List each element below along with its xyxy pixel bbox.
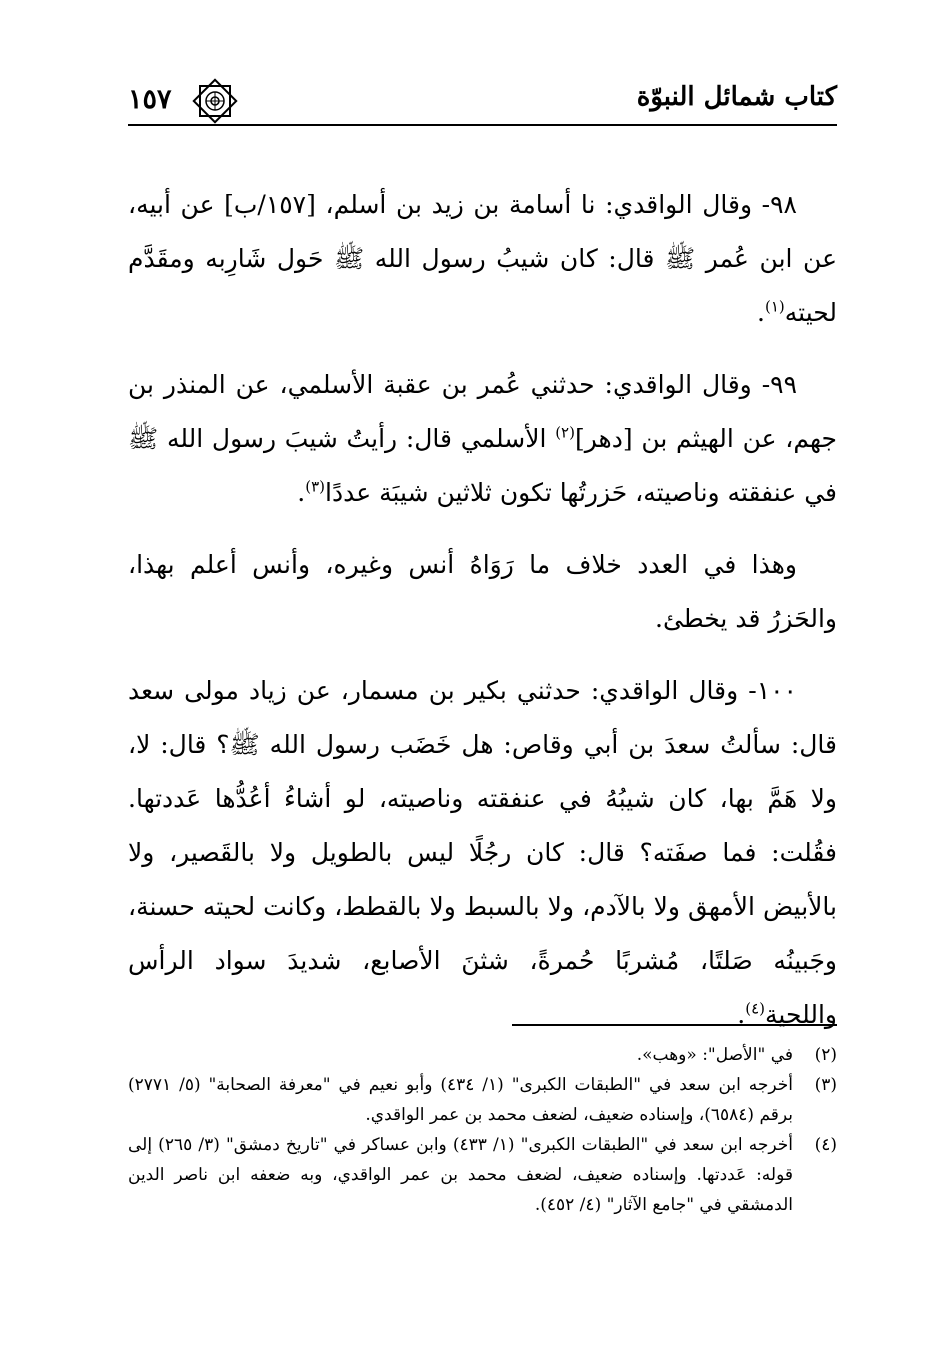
paragraph-100: ١٠٠- وقال الواقدي: حدثني بكير بن مسمار، عن زياد مولى سعد قال: سألتُ سعدَ بن أبي وقاص: هل خَضَب رسول الله ﷺ؟ قال: لا، ولا هَمَّ بها، كان شيبُهُ في عنفقته وناصيته، لو أشاءُ أعُدُّها عَددتها. فقُلت: فما صفَته؟ قال: كان رجُلًا ليس بالطويل ولا بالقَصير، ولا بالأبيض الأمهق ولا بالآدم، ولا بالسبط ولا بالقطط، وكانت لحيته حسنة، وجَبينُه صَلتًا، مُشربًا حُمرةً، شثنَ الأصابع، شديدَ سواد الرأس واللحية$^{(٤)}$. — [128, 676, 837, 1029]
paragraph-98: ٩٨- وقال الواقدي: نا أسامة بن زيد بن أسلم، [١٥٧/ب] عن أبيه، عن ابن عُمر ﷺ قال: كان شيبُ رسول الله ﷺ حَول شَارِبه ومقَدَّم لحيته$^{(١)}$. — [128, 190, 837, 327]
main-text — [128, 178, 837, 1060]
footnote-text: في "الأصل": «وهب». — [636, 1045, 793, 1065]
page-number-ornament-icon — [192, 78, 238, 124]
page-header — [128, 78, 837, 128]
footnote-text: أخرجه ابن سعد في "الطبقات الكبرى" (١/ ٤٣٣) وابن عساكر في "تاريخ دمشق" (٣/ ٢٦٥) إلى قوله: عَددتها. وإسناده ضعيف، لضعف محمد بن عمر الواقدي، وبه ضعفه ابن ناصر الدين الدمشقي في "جامع الآثار" (٤/ ٤٥٢). — [128, 1135, 793, 1215]
page-number: ١٥٧ — [128, 84, 172, 115]
footnote-number: (٢) — [814, 1045, 837, 1065]
paragraph-99: ٩٩- وقال الواقدي: حدثني عُمر بن عقبة الأسلمي، عن المنذر بن جهم، عن الهيثم بن [دهر]$^{(٢)}$ الأسلمي قال: رأيتُ شيبَ رسول الله ﷺ في عنفقته وناصيته، حَزرتُها تكون ثلاثين شيبَة عددًا$^{(٣)}$. — [128, 370, 837, 507]
footnotes — [128, 1040, 837, 1220]
footnote-4 — [128, 1130, 837, 1220]
book-title: كتاب شمائل النبوّة — [636, 82, 837, 112]
footnote-ref: (٣) — [305, 477, 326, 496]
footnote-3 — [128, 1070, 837, 1130]
footnote-ref: (٢) — [555, 423, 575, 442]
footnote-separator — [512, 1024, 837, 1026]
header-rule — [128, 124, 837, 126]
footnote-2 — [128, 1040, 837, 1070]
paragraph-comment: وهذا في العدد خلاف ما رَوَاهُ أنس وغيره، وأنس أعلم بهذا، والحَزرُ قد يخطئ. — [128, 550, 837, 633]
footnote-number: (٤) — [814, 1135, 837, 1155]
footnote-text: أخرجه ابن سعد في "الطبقات الكبرى" (١/ ٤٣٤) وأبو نعيم في "معرفة الصحابة" (٥/ ٢٧٧١) برقم (٦٥٨٤)، وإسناده ضعيف، لضعف محمد بن عمر الواقدي. — [128, 1075, 793, 1125]
footnote-ref: (٤) — [745, 999, 765, 1018]
footnote-ref: (١) — [764, 297, 785, 316]
footnote-number: (٣) — [814, 1075, 837, 1095]
